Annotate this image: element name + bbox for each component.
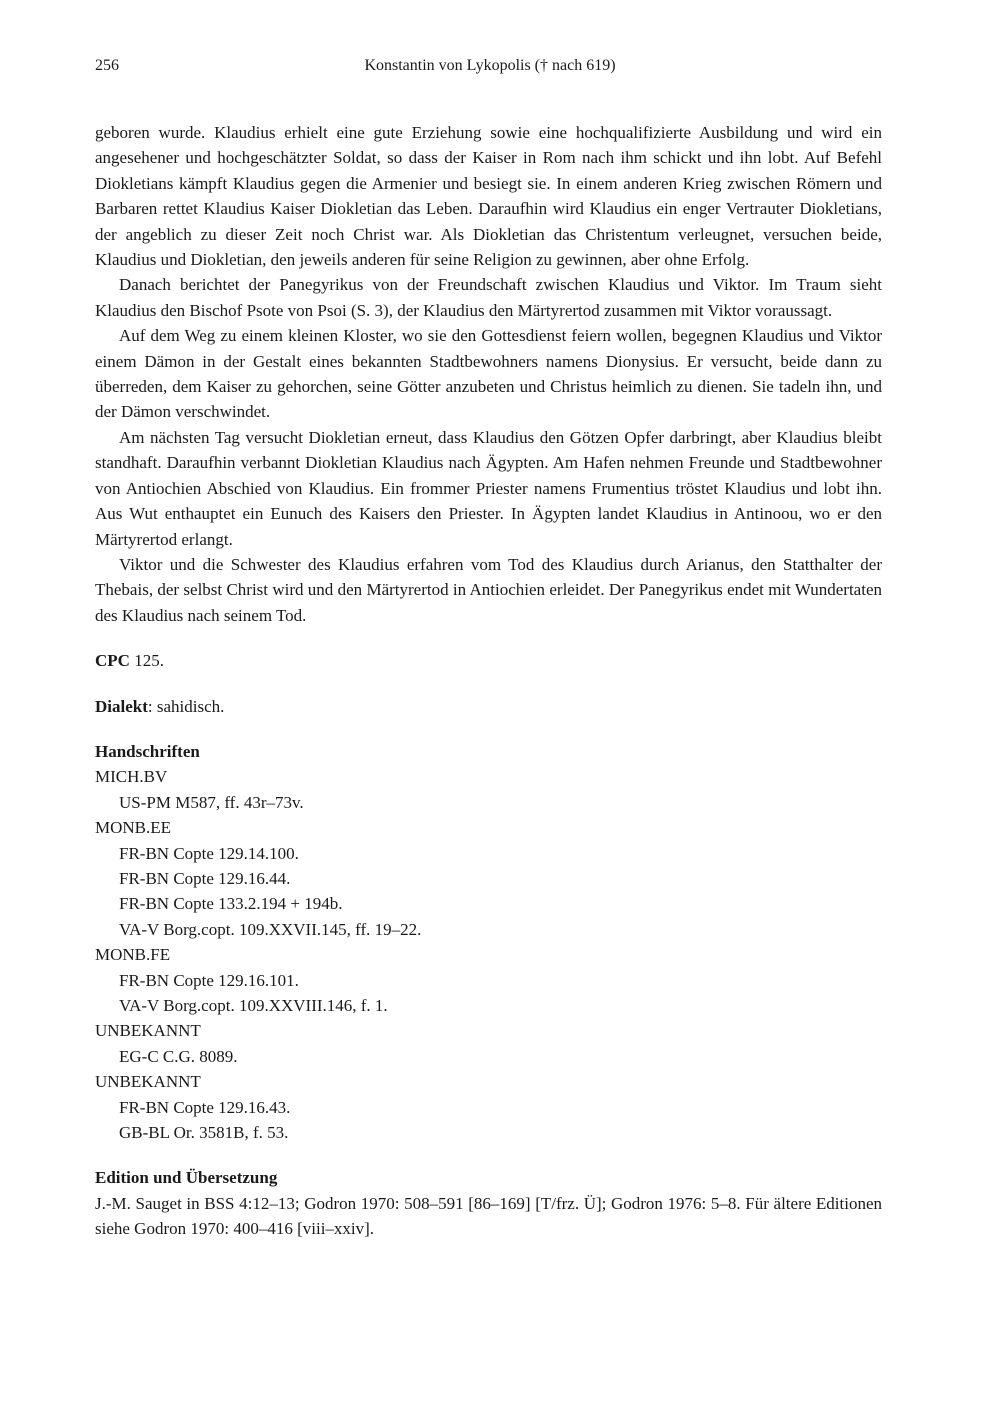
cpc-line xyxy=(95,648,882,673)
manuscript-group xyxy=(95,942,882,1018)
manuscripts-heading: Handschriften xyxy=(95,741,200,761)
body-paragraph: Viktor und die Schwester des Klaudius erfahren vom Tod des Klaudius durch Arianus, den Statthalter der Thebais, der selbst Christ wird und den Märtyrertod in Antiochien erleidet. Der Panegyrikus endet mit Wundertaten des Klaudius nach seinem Tod. xyxy=(95,554,882,625)
body-paragraph: Am nächsten Tag versucht Diokletian erneut, dass Klaudius den Götzen Opfer darbringt, aber Klaudius bleibt standhaft. Daraufhin verbannt Diokletian Klaudius nach Ägypten. Am Hafen nehmen Freunde und Stadtbewohner von Antiochien Abschied von Klaudius. Ein frommer Priester namens Frumentius tröstet Klaudius und lobt ihn. Aus Wut enthauptet ein Eunuch des Kaisers den Priester. In Ägypten landet Klaudius in Antinoou, wo er den Märtyrertod erlangt. xyxy=(95,427,882,549)
dialect-line xyxy=(95,694,882,719)
page-content xyxy=(95,120,882,1242)
manuscript-group xyxy=(95,1018,882,1069)
manuscript-item: FR-BN Copte 129.16.101. xyxy=(119,970,299,990)
manuscript-item: US-PM M587, ff. 43r–73v. xyxy=(119,792,304,812)
manuscript-items xyxy=(95,841,882,943)
manuscript-item: GB-BL Or. 3581B, f. 53. xyxy=(119,1123,289,1143)
manuscripts-list xyxy=(95,764,882,1145)
manuscript-items xyxy=(95,1095,882,1146)
manuscript-item: VA-V Borg.copt. 109.XXVIII.146, f. 1. xyxy=(119,996,388,1015)
manuscript-items xyxy=(95,968,882,1019)
manuscript-siglum: MONB.EE xyxy=(95,818,172,838)
running-title: Konstantin von Lykopolis († nach 619) xyxy=(364,57,616,74)
manuscript-group xyxy=(95,764,882,815)
manuscript-siglum: MICH.BV xyxy=(95,767,168,787)
edition-heading: Edition und Übersetzung xyxy=(95,1168,278,1188)
page-header xyxy=(95,57,885,79)
body-paragraph: geboren wurde. Klaudius erhielt eine gute Erziehung sowie eine hochqualifizierte Ausbildung und wird ein angesehener und hochgeschätzter Soldat, so dass der Kaiser in Rom nach ihm schickt und ihn lobt. Auf Befehl Diokletians kämpft Klaudius gegen die Armenier und besiegt sie. In einem anderen Krieg zwischen Römern und Barbaren rettet Klaudius Kaiser Diokletian das Leben. Daraufhin wird Klaudius ein enger Vertrauter Diokletians, der angeblich zu dieser Zeit noch Christ war. Als Diokletian das Christentum verleugnet, versuchen beide, Klaudius und Diokletian, den jeweils anderen für seine Religion zu gewinnen, aber ohne Erfolg. xyxy=(95,123,882,270)
manuscript-siglum: UNBEKANNT xyxy=(95,1072,201,1092)
manuscript-item: VA-V Borg.copt. 109.XXVII.145, ff. 19–22. xyxy=(119,919,422,939)
summary-section xyxy=(95,120,882,628)
manuscript-item: FR-BN Copte 129.16.43. xyxy=(119,1097,291,1117)
manuscript-item: FR-BN Copte 129.14.100. xyxy=(119,843,299,863)
manuscript-siglum: UNBEKANNT xyxy=(95,1021,201,1041)
page-number: 256 xyxy=(95,57,119,74)
body-paragraph: Auf dem Weg zu einem kleinen Kloster, wo sie den Gottesdienst feiern wollen, begegnen Klaudius und Viktor einem Dämon in der Gestalt eines bekannten Stadtbewohners namens Dionysius. Er versucht, beide dann zu überreden, dem Kaiser zu gehorchen, seine Götter anzubeten und Christus heimlich zu dienen. Sie tadeln ihn, und der Dämon verschwindet. xyxy=(95,326,882,422)
manuscript-item: EG-C C.G. 8089. xyxy=(119,1046,238,1066)
manuscript-group xyxy=(95,815,882,942)
edition-text: J.-M. Sauget in BSS 4:12–13; Godron 1970: 508–591 [86–169] [T/frz. Ü]; Godron 1976: 5–8. Für ältere Editionen siehe Godron 1970: 400–416 [viii–xxiv]. xyxy=(95,1193,882,1239)
manuscript-items xyxy=(95,1044,882,1069)
manuscript-items xyxy=(95,790,882,815)
manuscript-group xyxy=(95,1069,882,1145)
dialect-label: Dialekt xyxy=(95,696,148,716)
manuscript-siglum: MONB.FE xyxy=(95,945,171,965)
body-paragraph: Danach berichtet der Panegyrikus von der Freundschaft zwischen Klaudius und Viktor. Im Traum sieht Klaudius den Bischof Psote von Psoi (S. 3), der Klaudius den Märtyrertod zusammen mit Viktor voraussagt. xyxy=(95,275,882,320)
cpc-label: CPC xyxy=(95,651,130,671)
manuscript-item: FR-BN Copte 129.16.44. xyxy=(119,868,291,888)
manuscript-item: FR-BN Copte 133.2.194 + 194b. xyxy=(119,894,343,914)
cpc-value: 125. xyxy=(129,651,164,671)
dialect-value: : sahidisch. xyxy=(147,696,225,716)
